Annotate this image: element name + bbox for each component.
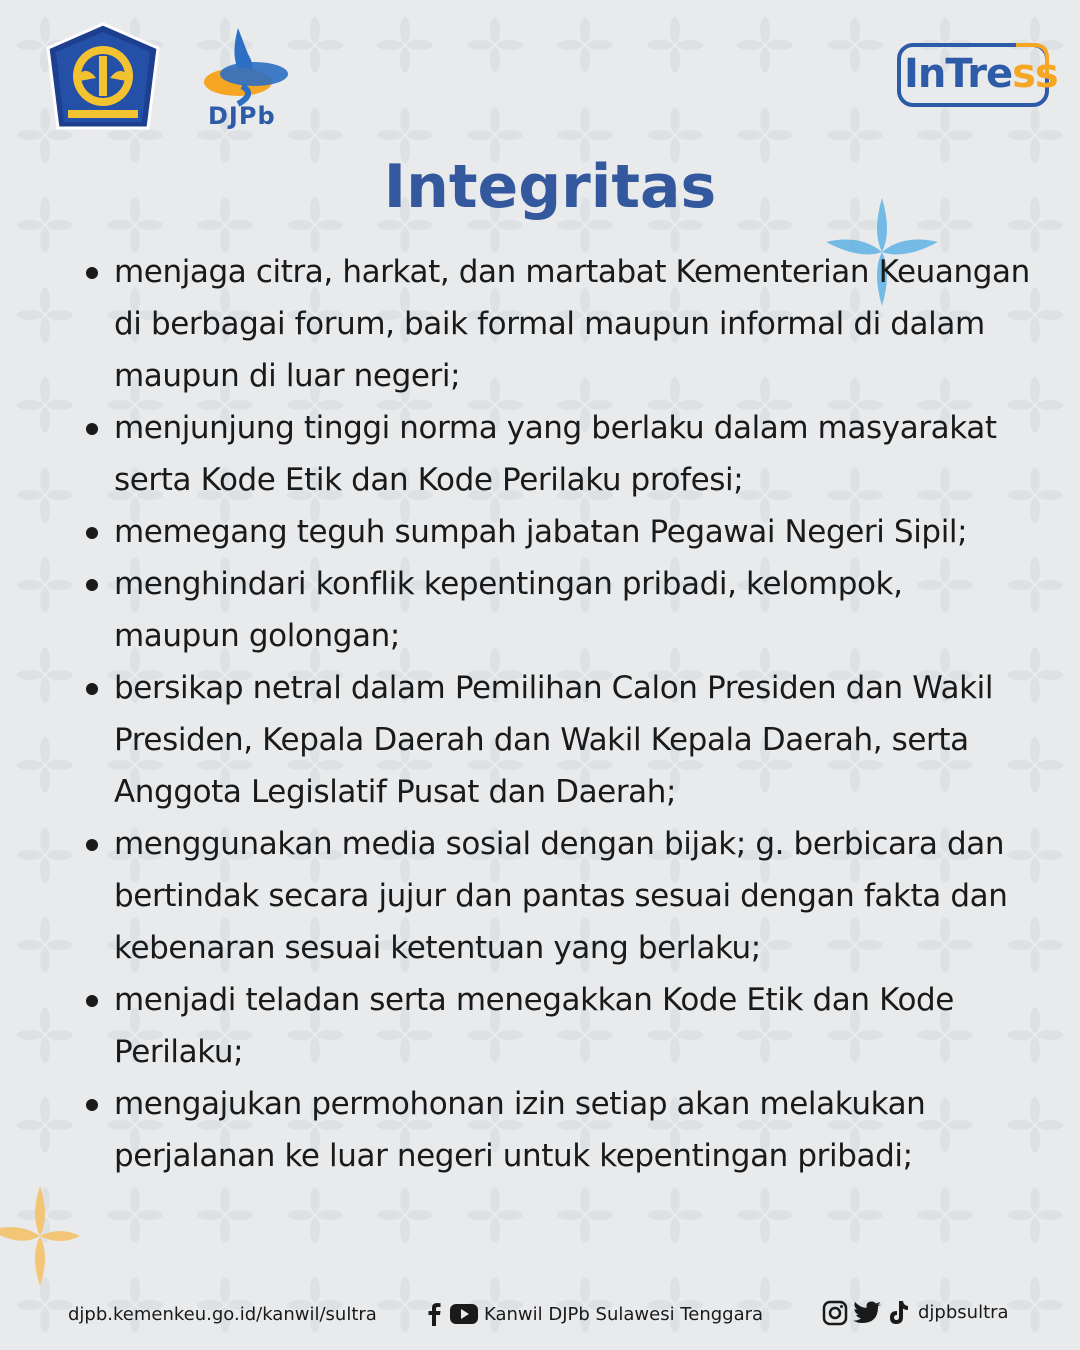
facebook-icon[interactable] — [424, 1302, 444, 1326]
youtube-icon[interactable] — [450, 1304, 478, 1324]
list-item — [80, 558, 1030, 662]
bullet-icon — [86, 995, 98, 1007]
list-item-text: mengajukan permohonan izin setiap akan melakukan perjalanan ke luar negeri untuk kepentingan pribadi; — [114, 1086, 926, 1174]
tiktok-icon[interactable] — [886, 1300, 910, 1326]
list-item-text: bersikap netral dalam Pemilihan Calon Presiden dan Wakil Presiden, Kepala Daerah dan Wakil Kepala Daerah, serta Anggota Legislatif Pusat dan Daerah; — [114, 670, 994, 810]
list-item-text: menjunjung tinggi norma yang berlaku dalam masyarakat serta Kode Etik dan Kode Perilaku profesi; — [114, 410, 997, 498]
intress-logo-text — [904, 46, 1058, 102]
list-item — [80, 1078, 1030, 1182]
integrity-list — [80, 246, 1030, 1182]
list-item — [80, 402, 1030, 506]
bullet-icon — [86, 267, 98, 279]
bullet-icon — [86, 527, 98, 539]
list-item-text: menjadi teladan serta menegakkan Kode Etik dan Kode Perilaku; — [114, 982, 954, 1070]
bullet-icon — [86, 579, 98, 591]
bullet-icon — [86, 683, 98, 695]
list-item — [80, 818, 1030, 974]
footer — [0, 1296, 1080, 1336]
list-item-text: menjaga citra, harkat, dan martabat Kementerian Keuangan di berbagai forum, baik formal maupun informal di dalam maupun di luar negeri; — [114, 254, 1030, 394]
intress-logo-part1: InTre — [904, 51, 1013, 97]
website-link[interactable]: djpb.kemenkeu.go.id/kanwil/sultra — [68, 1304, 377, 1325]
djpb-logo-text: DJPb — [208, 102, 276, 130]
list-item-text: menghindari konflik kepentingan pribadi, kelompok, maupun golongan; — [114, 566, 903, 654]
list-item-text: memegang teguh sumpah jabatan Pegawai Negeri Sipil; — [114, 514, 968, 550]
yellow-flower-decoration-icon — [0, 1186, 80, 1286]
list-item-text: menggunakan media sosial dengan bijak; g. berbicara dan bertindak secara jujur dan pantas sesuai dengan fakta dan kebenaran sesuai ketentuan yang berlaku; — [114, 826, 1008, 966]
header — [0, 0, 1080, 150]
intress-logo-part2: ss — [1012, 51, 1058, 97]
social-handle[interactable]: djpbsultra — [918, 1302, 1009, 1323]
twitter-icon[interactable] — [852, 1300, 882, 1326]
list-item — [80, 662, 1030, 818]
list-item — [80, 246, 1030, 402]
page-title: Integritas — [383, 152, 717, 222]
bullet-icon — [86, 839, 98, 851]
list-item — [80, 506, 1030, 558]
instagram-icon[interactable] — [822, 1300, 848, 1326]
kemenkeu-emblem-logo — [44, 22, 162, 132]
bullet-icon — [86, 423, 98, 435]
bullet-icon — [86, 1099, 98, 1111]
social-account-name[interactable]: Kanwil DJPb Sulawesi Tenggara — [484, 1304, 764, 1325]
list-item — [80, 974, 1030, 1078]
